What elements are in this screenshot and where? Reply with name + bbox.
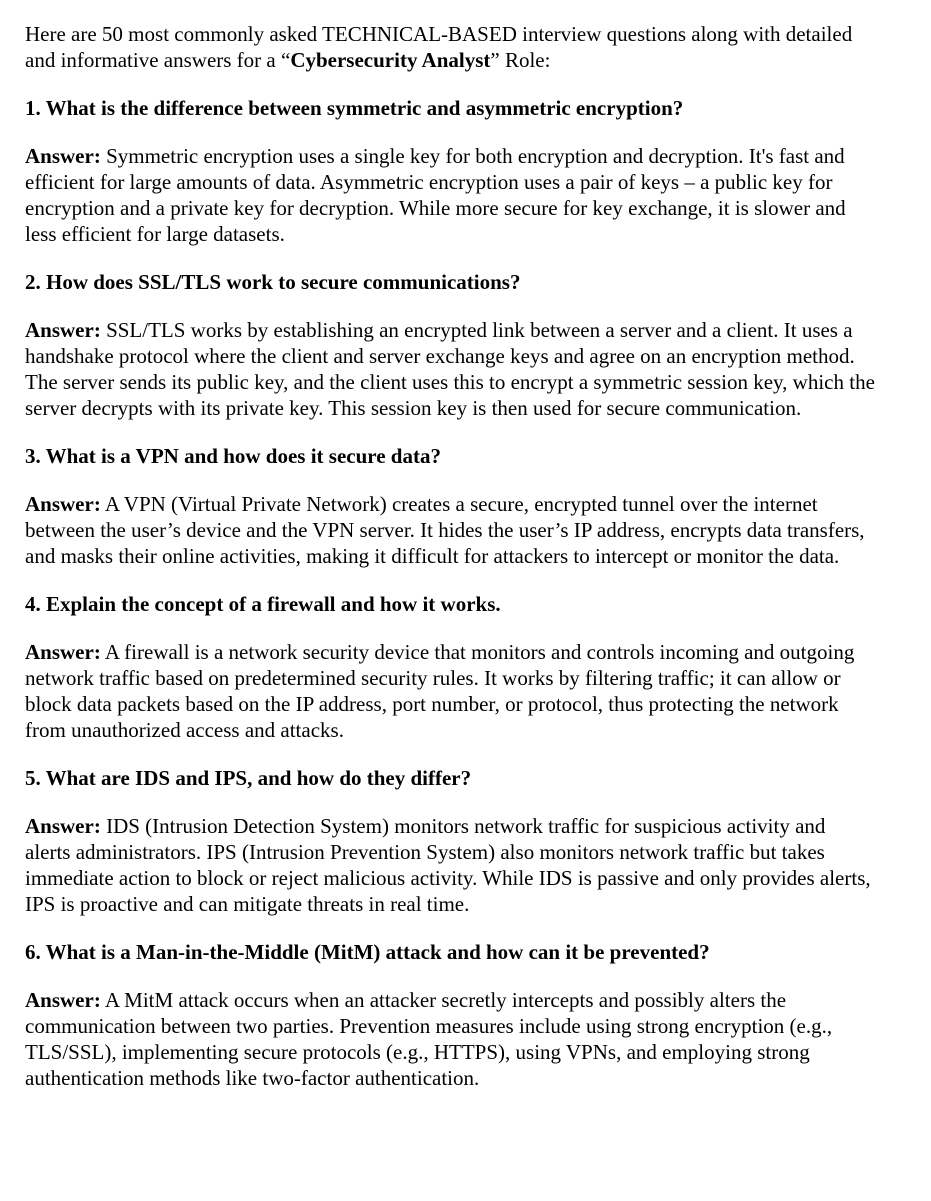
answer-text-6: A MitM attack occurs when an attacker secretly intercepts and possibly alters the communication between two parties. Prevention measures include using strong encryption (e.g., TLS/SSL), implementing secure protocols (e.g., HTTPS), using VPNs, and employing strong authentication methods like two-factor authentication.: [25, 988, 833, 1090]
qa-item-5: [25, 765, 875, 917]
answer-label-2: Answer:: [25, 318, 101, 342]
answer-label-6: Answer:: [25, 988, 101, 1012]
answer-paragraph-5: [25, 813, 875, 917]
answer-paragraph-4: [25, 639, 875, 743]
intro-role-name: Cybersecurity Analyst: [290, 48, 491, 72]
answer-label-5: Answer:: [25, 814, 101, 838]
question-heading-2: 2. How does SSL/TLS work to secure communications?: [25, 270, 521, 294]
qa-item-4: [25, 591, 875, 743]
intro-paragraph: [25, 21, 875, 73]
qa-item-3: [25, 443, 875, 569]
answer-paragraph-2: [25, 317, 875, 421]
question-heading-1: 1. What is the difference between symmetric and asymmetric encryption?: [25, 96, 684, 120]
answer-text-1: Symmetric encryption uses a single key for both encryption and decryption. It's fast and efficient for large amounts of data. Asymmetric encryption uses a pair of keys – a public key for encryption and a private key for decryption. While more secure for key exchange, it is slower and less efficient for large datasets.: [25, 144, 846, 246]
question-heading-4: 4. Explain the concept of a firewall and how it works.: [25, 592, 501, 616]
answer-text-3: A VPN (Virtual Private Network) creates a secure, encrypted tunnel over the internet between the user’s device and the VPN server. It hides the user’s IP address, encrypts data transfers, and masks their online activities, making it difficult for attackers to intercept or monitor the data.: [25, 492, 865, 568]
answer-label-3: Answer:: [25, 492, 101, 516]
answer-text-5: IDS (Intrusion Detection System) monitors network traffic for suspicious activity and alerts administrators. IPS (Intrusion Prevention System) also monitors network traffic but takes immediate action to block or reject malicious activity. While IDS is passive and only provides alerts, IPS is proactive and can mitigate threats in real time.: [25, 814, 871, 916]
answer-paragraph-1: [25, 143, 875, 247]
answer-paragraph-6: [25, 987, 875, 1091]
answer-label-1: Answer:: [25, 144, 101, 168]
question-heading-5: 5. What are IDS and IPS, and how do they differ?: [25, 766, 472, 790]
answer-label-4: Answer:: [25, 640, 101, 664]
qa-item-1: [25, 95, 875, 247]
question-heading-3: 3. What is a VPN and how does it secure data?: [25, 444, 441, 468]
answer-text-4: A firewall is a network security device that monitors and controls incoming and outgoing network traffic based on predetermined security rules. It works by filtering traffic; it can allow or block data packets based on the IP address, port number, or protocol, thus protecting the network from unauthorized access and attacks.: [25, 640, 855, 742]
qa-item-2: [25, 269, 875, 421]
intro-text-start: Here are 50 most commonly asked TECHNICAL-BASED interview questions along with detailed and informative answers for a “: [25, 22, 853, 72]
qa-item-6: [25, 939, 875, 1091]
question-heading-6: 6. What is a Man-in-the-Middle (MitM) attack and how can it be prevented?: [25, 940, 710, 964]
answer-paragraph-3: [25, 491, 875, 569]
intro-text-end: ” Role:: [490, 48, 551, 72]
answer-text-2: SSL/TLS works by establishing an encrypted link between a server and a client. It uses a handshake protocol where the client and server exchange keys and agree on an encryption method. The server sends its public key, and the client uses this to encrypt a symmetric session key, which the server decrypts with its private key. This session key is then used for secure communication.: [25, 318, 875, 420]
